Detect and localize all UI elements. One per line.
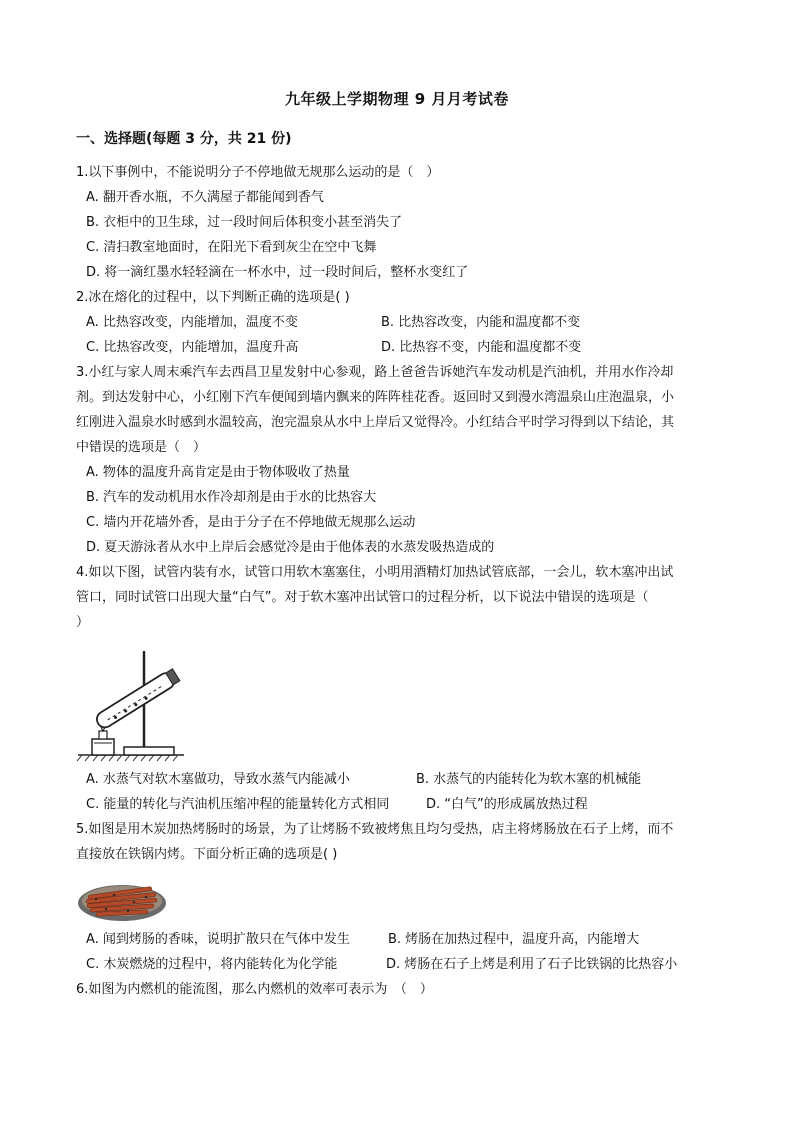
option-b: B. 衣柜中的卫生球，过一段时间后体积变小甚至消失了 bbox=[86, 215, 403, 230]
option-a: A. 物体的温度升高肯定是由于物体吸收了热量 bbox=[86, 465, 350, 480]
question-stem-line: 管口，同时试管口出现大量“白气”。对于软木塞冲出试管口的过程分析，以下说法中错误的选项是（ bbox=[76, 590, 649, 605]
option-c: C. 比热容改变，内能增加，温度升高 bbox=[86, 340, 299, 355]
option-a: A. 翻开香水瓶，不久满屋子都能闻到香气 bbox=[86, 190, 324, 205]
option-a: A. 闻到烤肠的香味，说明扩散只在气体中发生 bbox=[86, 932, 350, 947]
question-stem: 6.如图为内燃机的能流图，那么内燃机的效率可表示为 （ ） bbox=[76, 982, 433, 997]
question-5 bbox=[76, 817, 718, 977]
question-stem-line: 3.小红与家人周末乘汽车去西昌卫星发射中心参观，路上爸爸告诉她汽车发动机是汽油机，并用水作冷却 bbox=[76, 365, 674, 380]
option-row bbox=[76, 952, 718, 977]
option-row bbox=[76, 927, 718, 952]
test-tube-apparatus-figure bbox=[76, 643, 186, 763]
page-title: 九年级上学期物理 9 月月考试卷 bbox=[285, 90, 509, 108]
question-stem-line: 直接放在铁锅内烤。下面分析正确的选项是( ) bbox=[76, 847, 338, 862]
question-stem-line: 剂。到达发射中心，小红刚下汽车便闻到墙内飘来的阵阵桂花香。返回时又到漫水湾温泉山庄泡温泉，小 bbox=[76, 390, 675, 405]
option-b: B. 汽车的发动机用水作冷却剂是由于水的比热容大 bbox=[86, 490, 377, 505]
section-heading: 一、选择题(每题 3 分，共 21 份) bbox=[76, 131, 292, 147]
option-d: D. 夏天游泳者从水中上岸后会感觉冷是由于他体表的水蒸发吸热造成的 bbox=[86, 540, 495, 555]
question-list bbox=[76, 160, 718, 1002]
question-stem-line: 中错误的选项是（ ） bbox=[76, 440, 207, 455]
question-stem: 1.以下事例中，不能说明分子不停地做无规那么运动的是（ ） bbox=[76, 165, 440, 180]
option-row bbox=[76, 792, 718, 817]
option-row bbox=[76, 335, 718, 360]
question-2 bbox=[76, 285, 718, 360]
option-b: B. 比热容改变，内能和温度都不变 bbox=[381, 315, 581, 330]
grilled-sausages-photo bbox=[76, 875, 168, 925]
option-a: A. 比热容改变，内能增加，温度不变 bbox=[86, 315, 298, 330]
option-c: C. 墙内开花墙外香，是由于分子在不停地做无规那么运动 bbox=[86, 515, 416, 530]
option-d: D. 将一滴红墨水轻轻滴在一杯水中，过一段时间后，整杯水变红了 bbox=[86, 265, 469, 280]
option-b: B. 水蒸气的内能转化为软木塞的机械能 bbox=[416, 772, 642, 787]
option-d: D. “白气”的形成属放热过程 bbox=[426, 797, 588, 812]
option-a: A. 水蒸气对软木塞做功，导致水蒸气内能减小 bbox=[86, 772, 350, 787]
option-c: C. 清扫教室地面时，在阳光下看到灰尘在空中飞舞 bbox=[86, 240, 377, 255]
question-stem-line: 红刚进入温泉水时感到水温较高，泡完温泉从水中上岸后又觉得冷。小红结合平时学习得到以下结论，其 bbox=[76, 415, 675, 430]
option-c: C. 能量的转化与汽油机压缩冲程的能量转化方式相同 bbox=[86, 797, 390, 812]
option-d: D. 比热容不变，内能和温度都不变 bbox=[381, 340, 582, 355]
question-3 bbox=[76, 360, 718, 560]
question-stem-line: 5.如图是用木炭加热烤肠时的场景，为了让烤肠不致被烤焦且均匀受热，店主将烤肠放在石子上烤，而不 bbox=[76, 822, 674, 837]
option-row bbox=[76, 767, 718, 792]
option-c: C. 木炭燃烧的过程中，将内能转化为化学能 bbox=[86, 957, 338, 972]
option-d: D. 烤肠在石子上烤是利用了石子比铁锅的比热容小 bbox=[386, 957, 678, 972]
option-b: B. 烤肠在加热过程中，温度升高，内能增大 bbox=[388, 932, 640, 947]
question-1 bbox=[76, 160, 718, 285]
question-stem-line: ） bbox=[76, 615, 90, 630]
question-stem-line: 4.如以下图，试管内装有水，试管口用软木塞塞住，小明用酒精灯加热试管底部，一会儿，软木塞冲出试 bbox=[76, 565, 674, 580]
question-6 bbox=[76, 977, 718, 1002]
option-row bbox=[76, 310, 718, 335]
question-4 bbox=[76, 560, 718, 817]
question-stem: 2.冰在熔化的过程中，以下判断正确的选项是( ) bbox=[76, 290, 350, 305]
